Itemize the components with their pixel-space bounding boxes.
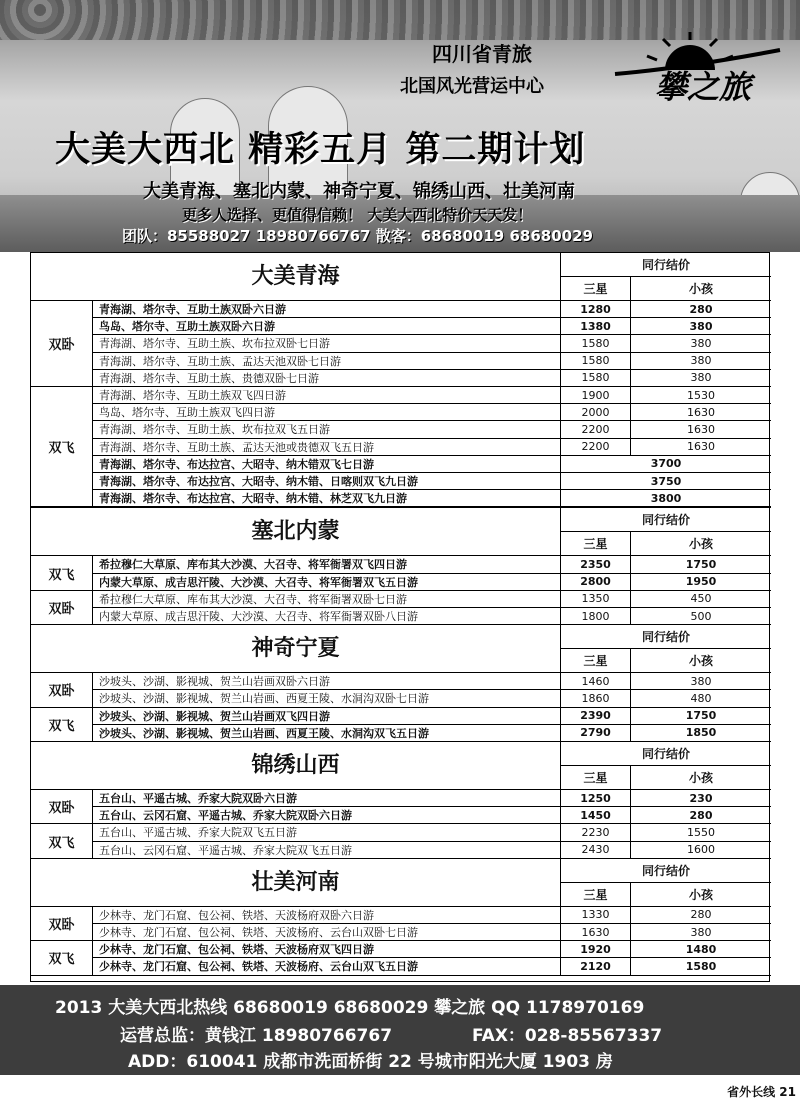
route-name: 希拉穆仁大草原、库布其大沙漠、大召寺、将军衙署双飞四日游 xyxy=(93,556,561,572)
child-price: 230 xyxy=(689,791,713,805)
footer xyxy=(0,985,800,1075)
table-row xyxy=(93,404,771,421)
table-row xyxy=(93,490,771,507)
group-label: 双卧 xyxy=(31,790,93,824)
section-title: 大美青海 xyxy=(31,253,561,301)
route-name: 青海湖、塔尔寺、互助土族双飞四日游 xyxy=(93,387,561,403)
child-price: 1580 xyxy=(685,959,717,973)
table-row xyxy=(93,673,771,690)
table-row xyxy=(93,842,771,859)
table-row xyxy=(93,421,771,438)
adult-price: 1580 xyxy=(561,370,631,386)
route-name: 青海湖、塔尔寺、布达拉宫、大昭寺、纳木错、林芝双飞九日游 xyxy=(93,490,561,506)
org-line2: 北国风光营运中心 xyxy=(400,76,544,97)
adult-price: 2200 xyxy=(561,439,631,455)
price-table xyxy=(30,252,770,982)
section-title: 塞北内蒙 xyxy=(31,508,561,556)
adult-price: 2790 xyxy=(561,725,631,741)
section-2 xyxy=(31,507,771,624)
section-5 xyxy=(31,858,771,975)
child-price: 1550 xyxy=(687,825,715,839)
table-row xyxy=(93,907,771,924)
child-price: 1630 xyxy=(687,405,715,419)
adult-price: 2120 xyxy=(561,958,631,974)
table-row xyxy=(93,574,771,591)
footer-hotline: 2013 大美大西北热线 68680019 68680029 攀之旅 QQ 1178970169 xyxy=(55,998,645,1018)
route-name: 希拉穆仁大草原、库布其大沙漠、大召寺、将军衙署双卧七日游 xyxy=(93,591,561,607)
child-price: 1530 xyxy=(687,388,715,402)
table-row xyxy=(93,807,771,824)
child-price: 450 xyxy=(690,592,712,606)
table-row xyxy=(93,591,771,608)
route-name: 沙坡头、沙湖、影视城、贺兰山岩画、西夏王陵、水洞沟双卧七日游 xyxy=(93,690,561,706)
child-price: 280 xyxy=(689,302,713,316)
child-col-header: 小孩 xyxy=(631,649,771,673)
child-price: 280 xyxy=(690,908,712,922)
route-name: 青海湖、塔尔寺、互助土族、坎布拉双卧七日游 xyxy=(93,335,561,351)
table-row xyxy=(93,353,771,370)
price-header: 同行结价 xyxy=(561,253,771,277)
child-price: 1850 xyxy=(685,726,717,740)
table-row xyxy=(93,456,771,473)
adult-price: 1280 xyxy=(561,301,631,317)
group-label: 双卧 xyxy=(31,673,93,707)
group-label: 双飞 xyxy=(31,708,93,742)
child-price: 500 xyxy=(690,609,712,623)
group-label: 双飞 xyxy=(31,387,93,507)
route-name: 青海湖、塔尔寺、互助土族、孟达天池或贵德双飞五日游 xyxy=(93,439,561,455)
footer-address: ADD：610041 成都市洗面桥街 22 号城市阳光大厦 1903 房 xyxy=(128,1052,613,1072)
route-name: 内蒙大草原、成吉思汗陵、大沙漠、大召寺、将军衙署双飞五日游 xyxy=(93,574,561,590)
child-col-header: 小孩 xyxy=(631,766,771,790)
table-row xyxy=(93,556,771,573)
table-row xyxy=(93,387,771,404)
table-row xyxy=(93,958,771,975)
adult-price: 1860 xyxy=(561,690,631,706)
slogan: 更多人选择、更值得信赖！ 大美大西北特价天天发！ xyxy=(182,206,533,224)
child-price: 380 xyxy=(690,925,712,939)
route-name: 青海湖、塔尔寺、互助土族、贵德双卧七日游 xyxy=(93,370,561,386)
child-price: 1950 xyxy=(685,575,717,589)
child-price: 480 xyxy=(690,691,712,705)
adult-price: 1800 xyxy=(561,608,631,624)
price-header: 同行结价 xyxy=(561,508,771,532)
adult-price: 2800 xyxy=(561,574,631,590)
footer-director: 运营总监：黄钱江 18980766767 xyxy=(120,1026,393,1046)
adult-price: 1450 xyxy=(561,807,631,823)
route-name: 少林寺、龙门石窟、包公祠、铁塔、天波杨府双卧六日游 xyxy=(93,907,561,923)
table-row xyxy=(93,924,771,941)
adult-price: 3750 xyxy=(650,474,682,488)
route-name: 鸟岛、塔尔寺、互助土族双飞四日游 xyxy=(93,404,561,420)
route-name: 少林寺、龙门石窟、包公祠、铁塔、天波杨府双飞四日游 xyxy=(93,941,561,957)
section-title: 锦绣山西 xyxy=(31,742,561,790)
table-row xyxy=(93,439,771,456)
adult-price: 1580 xyxy=(561,335,631,351)
adult-col-header: 三星 xyxy=(561,532,631,556)
table-row xyxy=(93,725,771,742)
adult-price: 1380 xyxy=(561,318,631,334)
group-label: 双卧 xyxy=(31,301,93,387)
adult-price: 2000 xyxy=(561,404,631,420)
route-name: 内蒙大草原、成吉思汗陵、大沙漠、大召寺、将军衙署双卧八日游 xyxy=(93,608,561,624)
adult-col-header: 三星 xyxy=(561,649,631,673)
child-price: 380 xyxy=(690,354,712,368)
table-row xyxy=(93,941,771,958)
adult-price: 3800 xyxy=(650,491,682,505)
route-name: 青海湖、塔尔寺、布达拉宫、大昭寺、纳木错、日喀则双飞九日游 xyxy=(93,473,561,489)
price-header: 同行结价 xyxy=(561,859,771,883)
adult-price: 2390 xyxy=(561,708,631,724)
group-label: 双卧 xyxy=(31,591,93,625)
route-name: 青海湖、塔尔寺、布达拉宫、大昭寺、纳木错双飞七日游 xyxy=(93,456,561,472)
adult-price: 1350 xyxy=(561,591,631,607)
table-row xyxy=(93,790,771,807)
price-header: 同行结价 xyxy=(561,742,771,766)
adult-price: 2430 xyxy=(561,842,631,858)
child-col-header: 小孩 xyxy=(631,532,771,556)
route-name: 五台山、云冈石窟、平遥古城、乔家大院双飞五日游 xyxy=(93,842,561,858)
adult-price: 1920 xyxy=(561,941,631,957)
table-row xyxy=(93,824,771,841)
child-price: 1630 xyxy=(687,440,715,454)
child-price: 1750 xyxy=(685,709,717,723)
header-banner xyxy=(0,0,800,252)
route-name: 五台山、平遥古城、乔家大院双卧六日游 xyxy=(93,790,561,806)
route-name: 青海湖、塔尔寺、互助土族、孟达天池双卧七日游 xyxy=(93,353,561,369)
child-price: 380 xyxy=(690,336,712,350)
route-name: 五台山、平遥古城、乔家大院双飞五日游 xyxy=(93,824,561,840)
route-name: 鸟岛、塔尔寺、互助土族双卧六日游 xyxy=(93,318,561,334)
child-price: 380 xyxy=(690,371,712,385)
adult-col-header: 三星 xyxy=(561,277,631,301)
adult-col-header: 三星 xyxy=(561,883,631,907)
adult-price: 2350 xyxy=(561,556,631,572)
section-1 xyxy=(31,253,771,507)
table-row xyxy=(93,335,771,352)
adult-price: 2200 xyxy=(561,421,631,437)
subtitle: 大美青海、塞北内蒙、神奇宁夏、锦绣山西、壮美河南 xyxy=(143,181,575,202)
section-title: 壮美河南 xyxy=(31,859,561,907)
table-row xyxy=(93,301,771,318)
section-3 xyxy=(31,624,771,741)
child-col-header: 小孩 xyxy=(631,277,771,301)
table-row xyxy=(93,708,771,725)
table-row xyxy=(93,608,771,625)
route-name: 沙坡头、沙湖、影视城、贺兰山岩画、西夏王陵、水洞沟双飞五日游 xyxy=(93,725,561,741)
group-label: 双卧 xyxy=(31,907,93,941)
org-line1: 四川省青旅 xyxy=(432,42,532,66)
table-row xyxy=(93,473,771,490)
adult-price: 1330 xyxy=(561,907,631,923)
table-row xyxy=(93,690,771,707)
adult-price: 1630 xyxy=(561,924,631,940)
page-label: 省外长线 21 xyxy=(727,1085,796,1099)
route-name: 少林寺、龙门石窟、包公祠、铁塔、天波杨府、云台山双卧七日游 xyxy=(93,924,561,940)
route-name: 青海湖、塔尔寺、互助土族双卧六日游 xyxy=(93,301,561,317)
adult-col-header: 三星 xyxy=(561,766,631,790)
route-name: 少林寺、龙门石窟、包公祠、铁塔、天波杨府、云台山双飞五日游 xyxy=(93,958,561,974)
group-label: 双飞 xyxy=(31,941,93,975)
child-price: 380 xyxy=(689,319,713,333)
table-row xyxy=(93,318,771,335)
adult-price: 3700 xyxy=(650,457,682,471)
adult-price: 2230 xyxy=(561,824,631,840)
child-price: 280 xyxy=(689,808,713,822)
section-4 xyxy=(31,741,771,858)
price-header: 同行结价 xyxy=(561,625,771,649)
group-label: 双飞 xyxy=(31,824,93,858)
child-price: 380 xyxy=(690,674,712,688)
adult-price: 1250 xyxy=(561,790,631,806)
child-price: 1480 xyxy=(685,942,717,956)
route-name: 沙坡头、沙湖、影视城、贺兰山岩画双飞四日游 xyxy=(93,708,561,724)
route-name: 青海湖、塔尔寺、互助土族、坎布拉双飞五日游 xyxy=(93,421,561,437)
main-title: 大美大西北 精彩五月 第二期计划 xyxy=(55,130,586,170)
group-label: 双飞 xyxy=(31,556,93,590)
child-price: 1750 xyxy=(685,557,717,571)
adult-price: 1580 xyxy=(561,353,631,369)
footer-fax: FAX：028-85567337 xyxy=(472,1026,663,1046)
child-price: 1630 xyxy=(687,422,715,436)
table-row xyxy=(93,370,771,387)
route-name: 五台山、云冈石窟、平遥古城、乔家大院双卧六日游 xyxy=(93,807,561,823)
section-title: 神奇宁夏 xyxy=(31,625,561,673)
logo-text: 攀之旅 xyxy=(655,68,752,106)
route-name: 沙坡头、沙湖、影视城、贺兰山岩画双卧六日游 xyxy=(93,673,561,689)
child-col-header: 小孩 xyxy=(631,883,771,907)
adult-price: 1460 xyxy=(561,673,631,689)
child-price: 1600 xyxy=(687,843,715,857)
contact-line: 团队：85588027 18980766767 散客：68680019 68680029 xyxy=(122,227,593,245)
adult-price: 1900 xyxy=(561,387,631,403)
